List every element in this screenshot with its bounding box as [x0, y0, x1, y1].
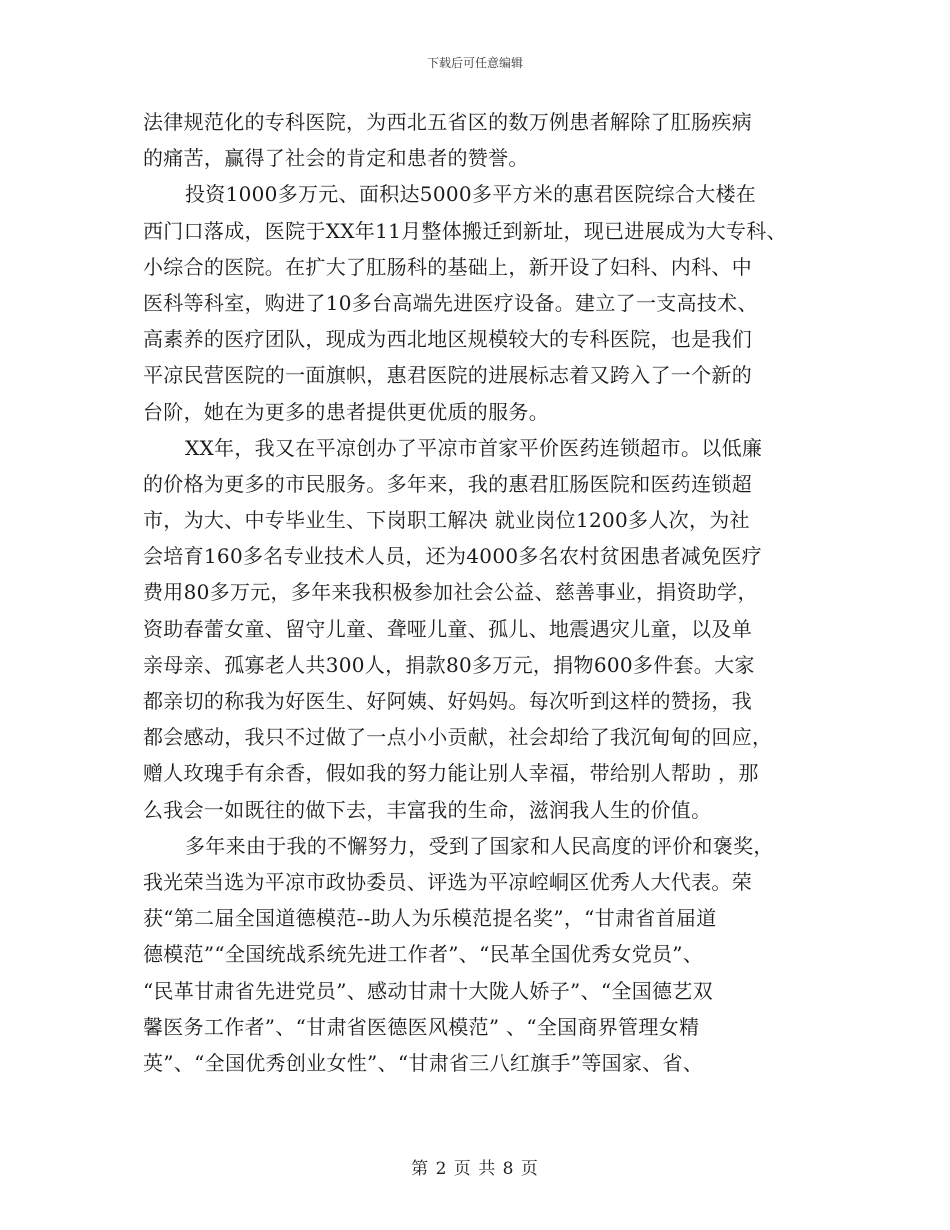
text-line: 资助春蕾女童、留守儿童、聋哑儿童、孤儿、地震遇灾儿童，以及单: [143, 616, 752, 641]
text-line: 英”、“全国优秀创业女性”、“甘肃省三八红旗手”等国家、省、: [143, 1050, 704, 1075]
paragraph-start-line: 投资1000多万元、面积达5000多平方米的惠君医院综合大楼在: [185, 182, 757, 207]
page-header-note: 下载后可任意编辑: [426, 56, 523, 70]
text-line: 德模范”“全国统战系统先进工作者”、“民革全国优秀女党员”、: [143, 942, 704, 967]
text-line: 馨医务工作者”、“甘肃省医德医风模范” 、“全国商界管理女精: [143, 1014, 700, 1039]
text-line: 我光荣当选为平凉市政协委员、评选为平凉崆峒区优秀人大代表。荣: [143, 869, 752, 894]
text-line: 的价格为更多的市民服务。多年来，我的惠君肛肠医院和医药连锁超: [143, 471, 752, 496]
document-body: [143, 104, 815, 1081]
text-line: 台阶，她在为更多的患者提供更优质的服务。: [143, 399, 549, 424]
text-line: 获“第二届全国道德模范--助人为乐模范提名奖”，“甘肃省首届道: [143, 906, 717, 931]
text-line: 都会感动，我只不过做了一点小小贡献，社会却给了我沉甸甸的回应，: [143, 725, 773, 750]
text-line: 费用80多万元，多年来我积极参加社会公益、慈善事业，捐资助学，: [143, 580, 758, 605]
text-line: 赠人玫瑰手有余香，假如我的努力能让别人幸福，带给别人帮助 ，那: [143, 761, 759, 786]
text-line: 会培育160多名专业技术人员，还为4000多名农村贫困患者减免医疗: [143, 544, 762, 569]
text-line: 高素养的医疗团队，现成为西北地区规模较大的专科医院，也是我们: [143, 327, 752, 352]
paragraph-start-line: 多年来由于我的不懈努力，受到了国家和人民高度的评价和褒奖，: [185, 833, 774, 858]
text-line: 亲母亲、孤寡老人共300人，捐款80多万元，捐物600多件套。大家: [143, 652, 755, 677]
text-line: 的痛苦，赢得了社会的肯定和患者的赞誉。: [143, 146, 529, 171]
text-line: “民革甘肃省先进党员”、感动甘肃十大陇人娇子”、“全国德艺双: [143, 978, 713, 1003]
page-number-footer: 第 2 页 共 8 页: [411, 1159, 539, 1179]
text-line: 西门口落成，医院于XX年11月整体搬迁到新址，现已进展成为大专科、: [143, 218, 787, 243]
text-line: 法律规范化的专科医院，为西北五省区的数万例患者解除了肛肠疾病: [143, 110, 752, 134]
text-line: 小综合的医院。在扩大了肛肠科的基础上，新开设了妇科、内科、中: [143, 254, 752, 279]
text-line: 平凉民营医院的一面旗帜，惠君医院的进展标志着又跨入了一个新的: [143, 363, 752, 388]
text-line: 么我会一如既往的做下去，丰富我的生命，滋润我人生的价值。: [143, 797, 712, 822]
text-line: 都亲切的称我为好医生、好阿姨、好妈妈。每次听到这样的赞扬，我: [143, 689, 752, 713]
text-line: 市，为大、中专毕业生、下岗职工解决 就业岗位1200多人次，为社: [143, 508, 750, 533]
paragraph-start-line: XX年，我又在平凉创办了平凉市首家平价医药连锁超市。以低廉: [185, 435, 763, 460]
text-line: 医科等科室，购进了10多台高端先进医疗设备。建立了一支高技术、: [143, 290, 758, 315]
